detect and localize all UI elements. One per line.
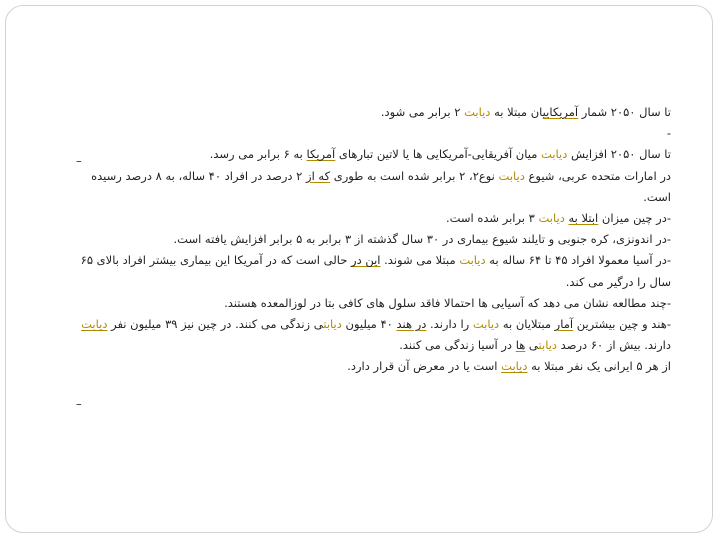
text-run: دیابت (323, 317, 342, 332)
text-run: دیابت (472, 317, 500, 332)
paragraph-p6 (61, 229, 671, 250)
text-run: نوع۲، ۲ برابر شده است به طوری (330, 168, 499, 183)
text-run: حالی است که در آمریکا این بیماری بیشتر افراد بالای ۶۵ سال را درگیر می کند. (80, 253, 671, 289)
text-run: ۳ برابر شده است. (445, 211, 539, 226)
text-run: -چند مطالعه نشان می دهد که آسیایی ها احتمالا فاقد سلول های کافی بتا در لوزالمعده هستند. (224, 295, 671, 310)
slide-body-text (61, 102, 671, 378)
text-run: ۲ درصد در افراد ۴۰ ساله، به ۸ درصد رسیده است. (91, 168, 671, 204)
text-run: دیابت (81, 317, 108, 332)
text-run: - (666, 126, 671, 141)
paragraph-p4 (61, 166, 671, 208)
text-run: این در (351, 253, 381, 268)
text-run: -در اندونزی، کره جنوبی و تایلند شیوع بیماری در ۳۰ سال گذشته از ۳ برابر به ۵ برابر افزایش یافته است. (173, 232, 671, 247)
text-run: دیابت (538, 338, 558, 353)
paragraph-p1 (61, 102, 671, 123)
text-run: -در چین میزان (598, 211, 671, 226)
text-run: از هر ۵ ایرانی یک نفر مبتلا به (527, 359, 671, 374)
text-run: -در آسیا معمولا افراد ۴۵ تا ۶۴ ساله به (485, 253, 671, 268)
text-run: دیابت (538, 211, 565, 226)
text-run: -هند و چین بیشترین (573, 317, 671, 332)
paragraph-p9 (61, 314, 671, 356)
text-run: مبتلا می شوند. (380, 253, 460, 268)
text-run: ۲ برابر می شود. (380, 105, 465, 119)
slide-frame (5, 5, 713, 533)
text-run: دیابت (459, 253, 486, 268)
text-run: آمریکا (306, 147, 336, 162)
text-run: است یا در معرض آن قرار دارد. (347, 359, 502, 374)
text-run: در آسیا زندگی می کنند. (399, 338, 516, 353)
text-run: تا سال ۲۰۵۰ شمار (578, 105, 671, 119)
text-run: دیابت (501, 359, 528, 374)
text-run: به ۶ برابر می رسد. (209, 147, 307, 162)
text-run: آمریکایی (542, 105, 579, 119)
text-run: دارند. بیش از ۶۰ درصد (557, 338, 671, 353)
paragraph-p5 (61, 208, 671, 229)
paragraph-p8 (61, 293, 671, 314)
text-run: ابتلا به (568, 211, 599, 226)
text-run: دیابت (498, 168, 525, 183)
paragraph-p2 (61, 123, 671, 144)
paragraph-p10 (61, 356, 671, 377)
text-run: دیابت (541, 147, 568, 162)
text-run: ان مبتلا به (490, 105, 543, 119)
paragraph-p7 (61, 250, 671, 292)
text-run: دیابت (464, 105, 491, 119)
paragraph-p3 (61, 144, 671, 165)
text-run: مبتلایان به (499, 317, 555, 332)
dash-mark-1: – (76, 154, 82, 168)
text-run: را دارند. (426, 317, 473, 332)
dash-mark-2: – (76, 397, 82, 411)
text-run: ها (515, 338, 526, 353)
text-run: ی (525, 338, 539, 353)
text-run: میان آفریقایی-آمریکایی ها یا لاتین تبارهای (335, 147, 542, 162)
text-run: ۴۰ میلیون (341, 317, 397, 332)
text-run: تا سال ۲۰۵۰ افزایش (567, 147, 671, 162)
text-run: در هند (396, 317, 427, 332)
text-run: در امارات متحده عربی، شیوع (524, 168, 671, 183)
text-run: ی زندگی می کنند. در چین نیز ۳۹ میلیون نفر (107, 317, 324, 332)
text-run: آمار (554, 317, 574, 332)
text-run: که از (306, 168, 331, 183)
